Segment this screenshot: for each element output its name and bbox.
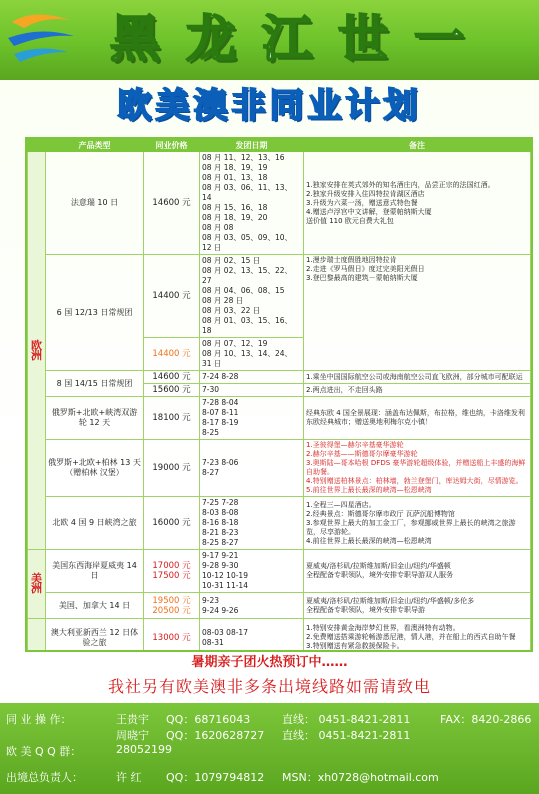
table-row [28,152,531,255]
region-australia [28,619,46,653]
dates: 7-28 8-04 8-07 8-11 8-17 8-19 8-25 [200,397,304,440]
dates: 08-03 08-17 08-31 [200,619,304,653]
ops2-qq[interactable]: QQ：1620628727 [166,729,265,742]
table-row [28,550,531,593]
price: 14600 元 [144,152,200,255]
price [144,550,200,593]
notes: 夏威夷/洛杉矶/拉斯维加斯/旧金山/纽约/华盛顿/多伦多 全程配备专职领队，境外安排专职导游 [304,593,531,619]
header-banner [0,0,539,80]
ops2-name: 周晓宁 [116,729,149,742]
notes: 1.乘坐中国国际航空公司或海南航空公司直飞欧洲，部分城市可配联运 [304,371,531,384]
price: 13000 元 [144,619,200,653]
ops2-phone[interactable]: 直线： 0451-8421-2811 [282,729,411,742]
product-name: 8 国 14/15 日常规团 [46,371,144,397]
notes: 1.全程三—四星酒店。 2.经典景点：斯德哥尔摩市政厅 瓦萨沉船博物馆 3.参观世界上最大的加工金工厂，参观挪威世界上最长的峡湾之旅游览，尽享游轮。 4.前往世界上最长最深的峡湾—松恩峡湾 [304,497,531,550]
notes: 1.特别安排黄金海岸梦幻世界，看澳洲特有动物。 2.免费赠送搭乘游轮畅游悉尼港，情人港，并在船上的西式自助午餐 3.特别赠送有紧急救援保险卡。 [304,619,531,653]
price: 14400 元 [144,338,200,371]
table-row [28,497,531,550]
promo-line: 暑期亲子团火热预订中…… [191,655,348,670]
dates: 7-24 8-28 [200,371,304,384]
table-row [28,371,531,384]
dates: 08 月 07、12、19 08 月 10、13、14、24、31 日 [200,338,304,371]
table-row [28,397,531,440]
boss-qq[interactable]: QQ：1079794812 [166,771,265,784]
price: 14600 元 [144,371,200,384]
dates: 08 月 11、12、13、16 08 月 18、19、19 08 月 01、13、18 08 月 03、06、11、13、14 08 月 15、16、18 08 月 18、19、20 08 月 08 08 月 03、05、09、10、12 日 [200,152,304,255]
product-name: 俄罗斯+北欧+柏林 13 天（赠柏林 汉堡） [46,440,144,497]
dates: 7-25 7-28 8-03 8-08 8-16 8-18 8-21 8-23 8-25 8-27 [200,497,304,550]
dates: 7-30 [200,384,304,397]
price-line: 17500 元 [152,571,191,581]
boss-name: 许 红 [116,771,142,784]
plan-title: 欧美澳非同业计划 [117,86,422,126]
region-europe: 欧洲 [28,152,46,550]
notes: 1.漫步瑞士度假胜地因特拉肯 2.走进《罗马假日》度过完美阳光假日 3.登巴黎最高的建筑－蒙帕纳斯大厦 [304,255,531,371]
fax-number[interactable]: FAX：8420-2866 [440,713,532,726]
contact-prompt: 我社另有欧美澳非多条出境线路如需请致电 [107,677,431,696]
price-line: 19500 元 [152,595,191,606]
brand-title: 黑龙江世一 [110,10,490,68]
company-logo-icon [4,6,76,66]
contact-footer [0,703,539,794]
group-label: 欧 美 Q Q 群： [6,745,82,758]
ops-label: 同 业 操 作： [6,713,72,726]
notes: 1.圣彼得堡—赫尔辛基豪华游轮 2.赫尔辛基——斯德哥尔摩豪华游轮 3.奥斯陆—哥本哈根 DFDS 豪华游轮超级体验，并赠送船上丰盛的海鲜自助餐。 4.特别赠送柏林景点：柏林墙，勃兰登堡门，库达姆大街，尽情游览。 5.前往世界上最长最深的峡湾—松恩峡湾 [304,440,531,497]
col-header-notes: 备注 [304,140,531,152]
table-row [28,619,531,653]
subtitle-wrap [0,84,539,132]
price: 16000 元 [144,497,200,550]
notes: 2.两点进出，不走回头路 [304,384,531,397]
table-header-row [28,140,531,152]
col-header-price: 同业价格 [144,140,200,152]
dates: 08 月 02、15 日 08 月 02、13、15、22、27 08 月 04、06、08、15 08 月 28 日 08 月 03、22 日 08 月 01、03、15、16、18 [200,255,304,338]
table-row [28,593,531,619]
price: 15600 元 [144,384,200,397]
ops1-qq[interactable]: QQ：68716043 [166,713,251,726]
price-line: 20500 元 [152,605,191,616]
product-name: 6 国 12/13 日常规团 [46,255,144,371]
ops1-name: 王贵宇 [116,713,149,726]
product-name: 俄罗斯+北欧+峡湾双游轮 12 天 [46,397,144,440]
col-header-product: 产品类型 [46,140,144,152]
product-name: 美国、加拿大 14 日 [46,593,144,619]
price-line: 17000 元 [152,561,191,571]
table-row [28,255,531,338]
price [144,593,200,619]
product-name: 北欧 4 国 9 日峡湾之旅 [46,497,144,550]
notes: 夏威夷/洛杉矶/拉斯维加斯/旧金山/纽约/华盛顿 全程配备专职领队，境外安排专职导游双人服务 [304,550,531,593]
ops1-phone[interactable]: 直线： 0451-8421-2811 [282,713,411,726]
product-name: 美国东西海岸夏威夷 14 日 [46,550,144,593]
dates: 9-23 9-24 9-26 [200,593,304,619]
dates: 9-17 9-21 9-28 9-30 10-12 10-19 10-31 11-14 [200,550,304,593]
group-qq[interactable]: 28052199 [116,743,172,756]
notes: 1.独家安排在英式郊外的知名酒庄内，品尝正宗的法国红酒。 2.独家升级安排入住四特拉肯湖区酒店 3.升级为六菜一汤，赠送意式特色餐 4.赠送卢浮宫中文讲解，登蒙帕纳斯大厦 送价值 110 欧元自费大礼包 [304,152,531,255]
table-row [28,440,531,497]
dates: 7-23 8-06 8-27 [200,440,304,497]
col-header-dates: 发团日期 [200,140,304,152]
product-name: 澳大利亚新西兰 12 日体验之旅 [46,619,144,653]
itinerary-table [25,137,533,652]
boss-label: 出境总负责人： [6,771,83,784]
region-america: 美洲 [28,550,46,619]
price: 19000 元 [144,440,200,497]
product-name: 法意瑞 10 日 [46,152,144,255]
price: 18100 元 [144,397,200,440]
price: 14400 元 [144,255,200,338]
boss-msn[interactable]: MSN：xh0728@hotmail.com [282,771,439,784]
notes: 经典东欧 4 国全景展现：涵盖布达佩斯，布拉格，维也纳，卡洛维发利东欧经典城市；赠送奥地利梅尔克小镇！ [304,397,531,440]
